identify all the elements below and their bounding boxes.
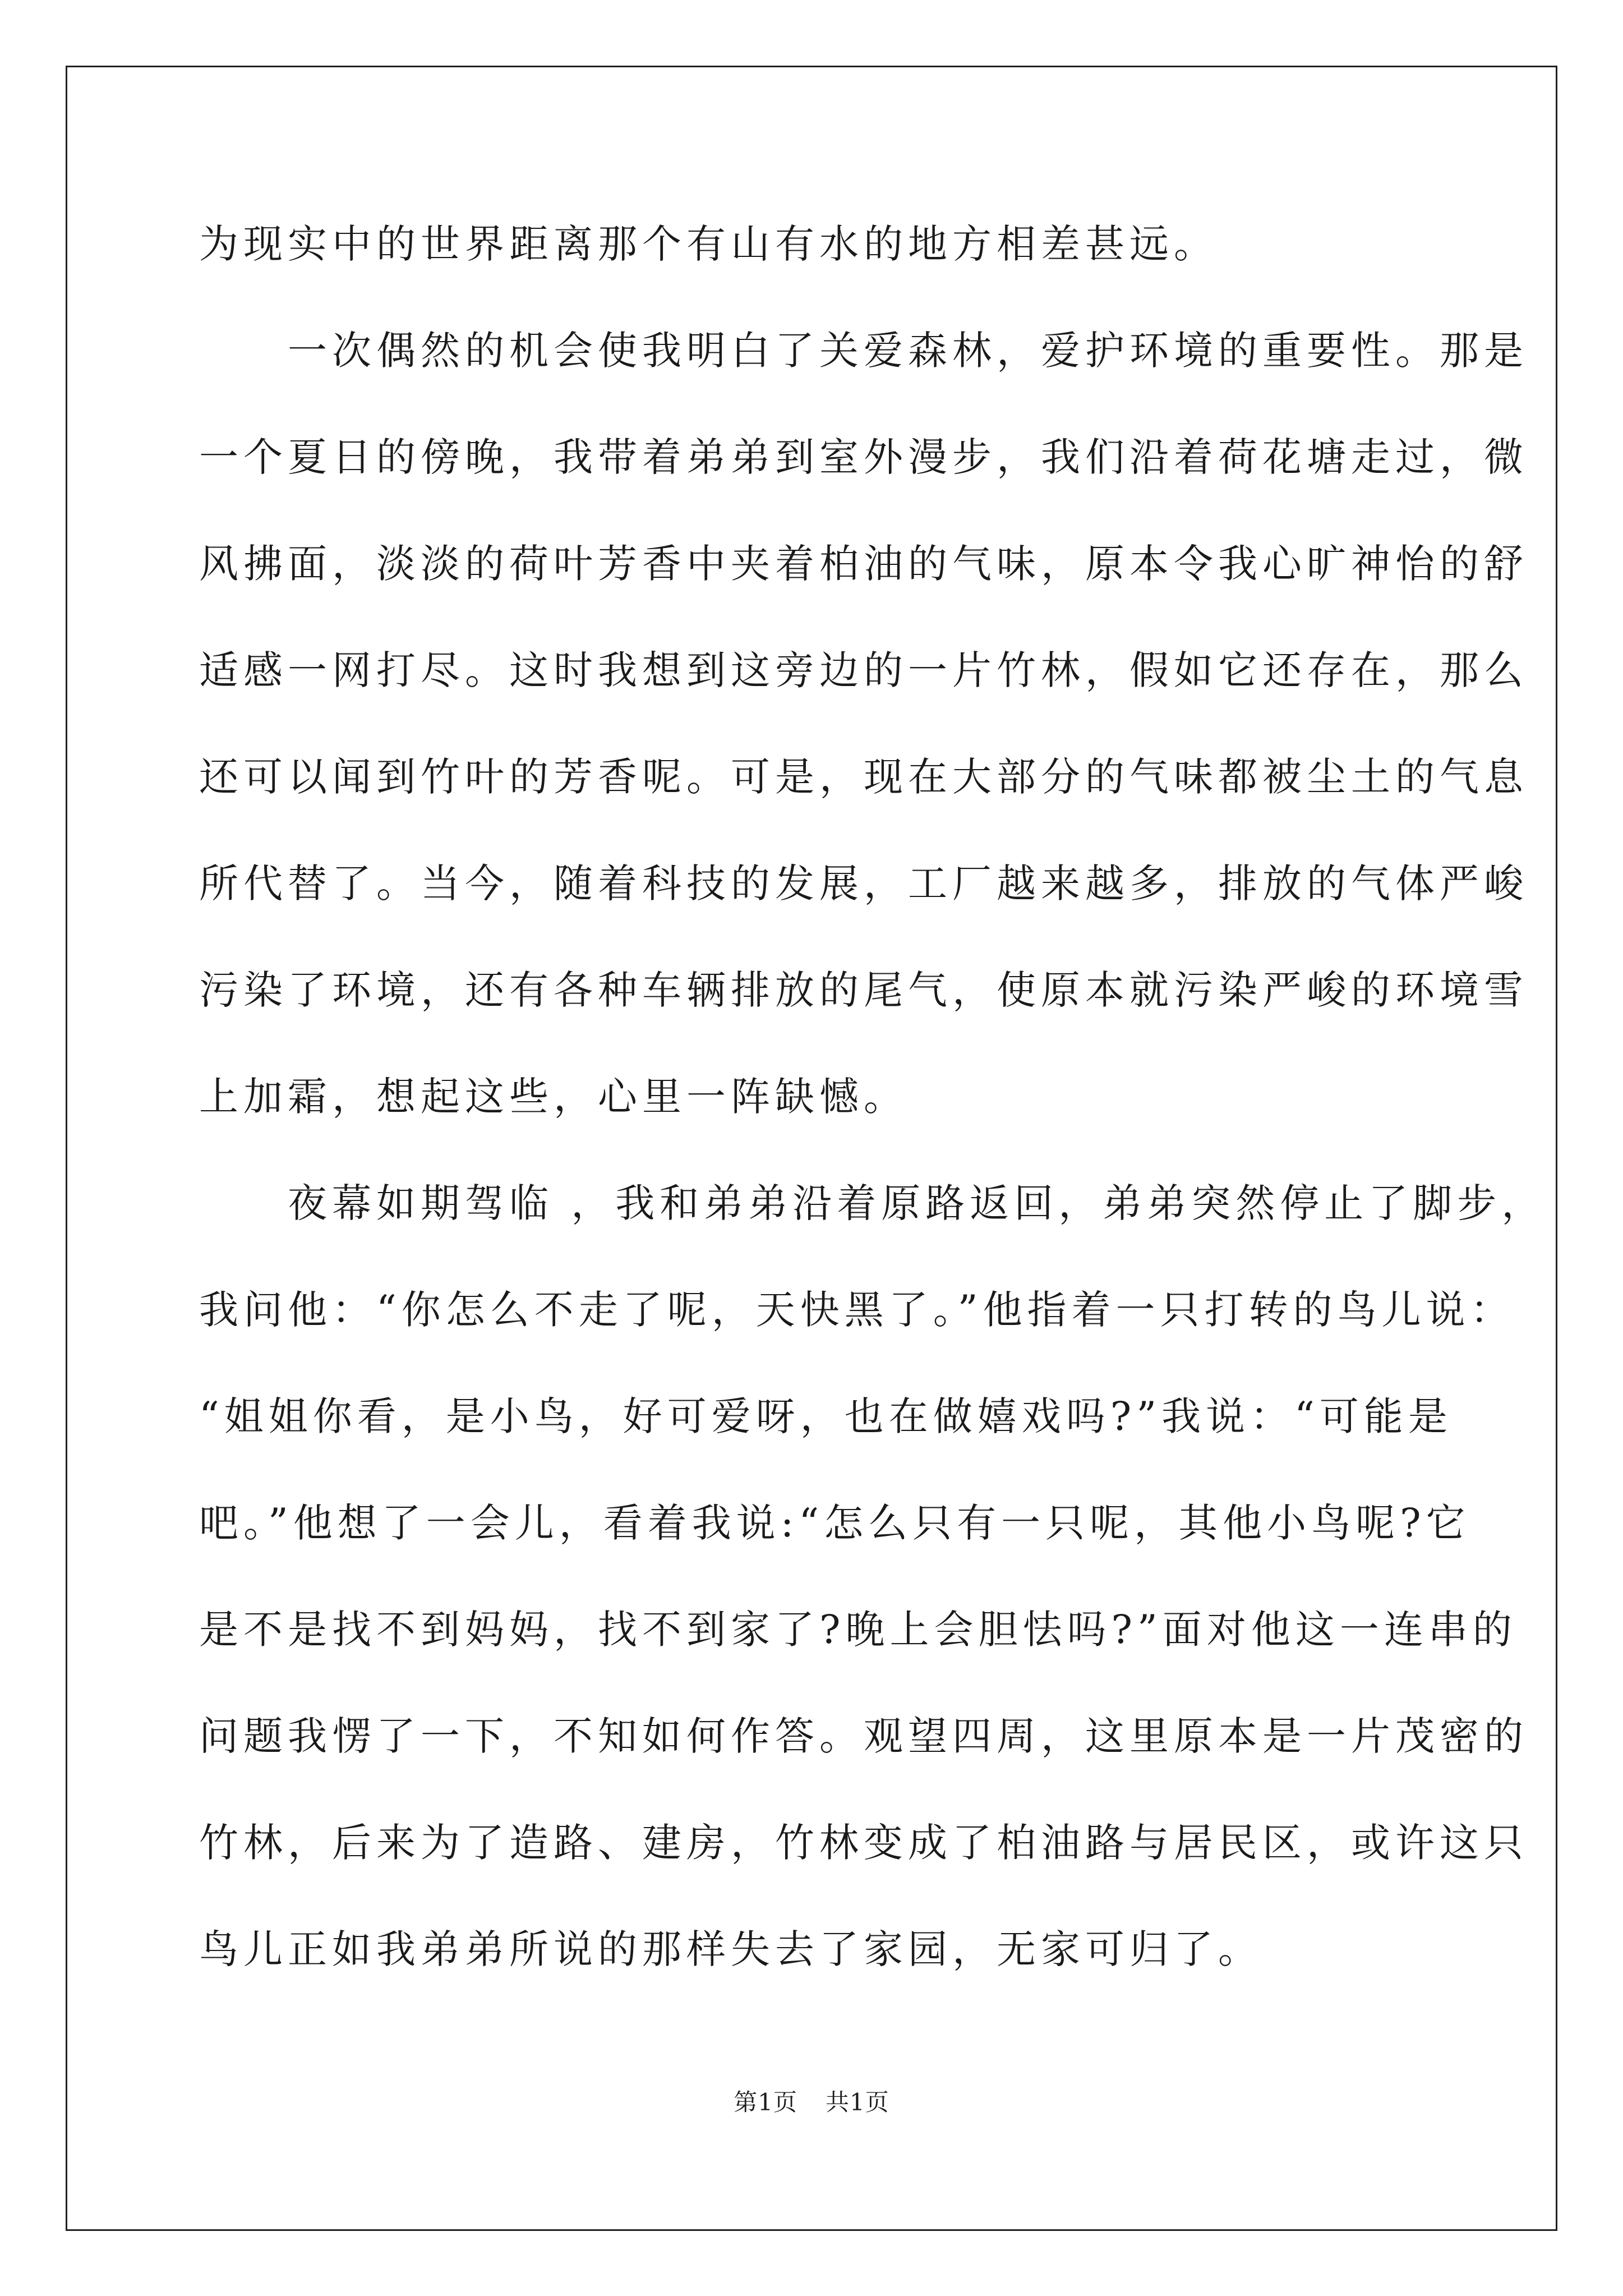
text-line: 是不是找不到妈妈，找不到家了?晚上会胆怯吗?”面对他这一连串的 — [199, 1607, 1517, 1653]
text-line: 我问他：“你怎么不走了呢，天快黑了。”他指着一只打转的鸟儿说： — [199, 1287, 1515, 1333]
text-line: 问题我愣了一下，不知如何作答。观望四周，这里原本是一片茂密的 — [199, 1713, 1528, 1759]
text-line: 上加霜，想起这些，心里一阵缺憾。 — [199, 1074, 908, 1120]
text-line: 为现实中的世界距离那个有山有水的地方相差甚远。 — [199, 221, 1218, 267]
text-line: 鸟儿正如我弟弟所说的那样失去了家园，无家可归了。 — [199, 1926, 1262, 1972]
text-line: 竹林，后来为了造路、建房，竹林变成了柏油路与居民区，或许这只 — [199, 1820, 1528, 1866]
text-line: 夜幕如期驾临 ，我和弟弟沿着原路返回，弟弟突然停止了脚步， — [199, 1180, 1546, 1226]
text-line: 所代替了。当今，随着科技的发展，工厂越来越多，排放的气体严峻 — [199, 861, 1528, 907]
page-number-total: 共1页 — [826, 2088, 889, 2116]
document-body — [199, 191, 1546, 2003]
page-footer — [0, 2084, 1623, 2118]
text-line: 一个夏日的傍晚，我带着弟弟到室外漫步，我们沿着荷花塘走过，微 — [199, 434, 1528, 480]
text-line: 风拂面，淡淡的荷叶芳香中夹着柏油的气味，原本令我心旷神怡的舒 — [199, 541, 1528, 587]
text-line: 污染了环境，还有各种车辆排放的尾气，使原本就污染严峻的环境雪 — [199, 967, 1528, 1013]
text-line: 一次偶然的机会使我明白了关爱森林，爱护环境的重要性。那是 — [199, 328, 1528, 374]
text-line: “姐姐你看，是小鸟，好可爱呀，也在做嬉戏吗?”我说：“可能是 — [199, 1393, 1453, 1439]
page-number-current: 第1页 — [734, 2088, 797, 2116]
text-line: 吧。”他想了一会儿，看着我说:“怎么只有一只呢，其他小鸟呢?它 — [199, 1500, 1470, 1546]
text-line: 还可以闻到竹叶的芳香呢。可是，现在大部分的气味都被尘土的气息 — [199, 754, 1528, 800]
text-line: 适感一网打尽。这时我想到这旁边的一片竹林，假如它还存在，那么 — [199, 647, 1528, 693]
